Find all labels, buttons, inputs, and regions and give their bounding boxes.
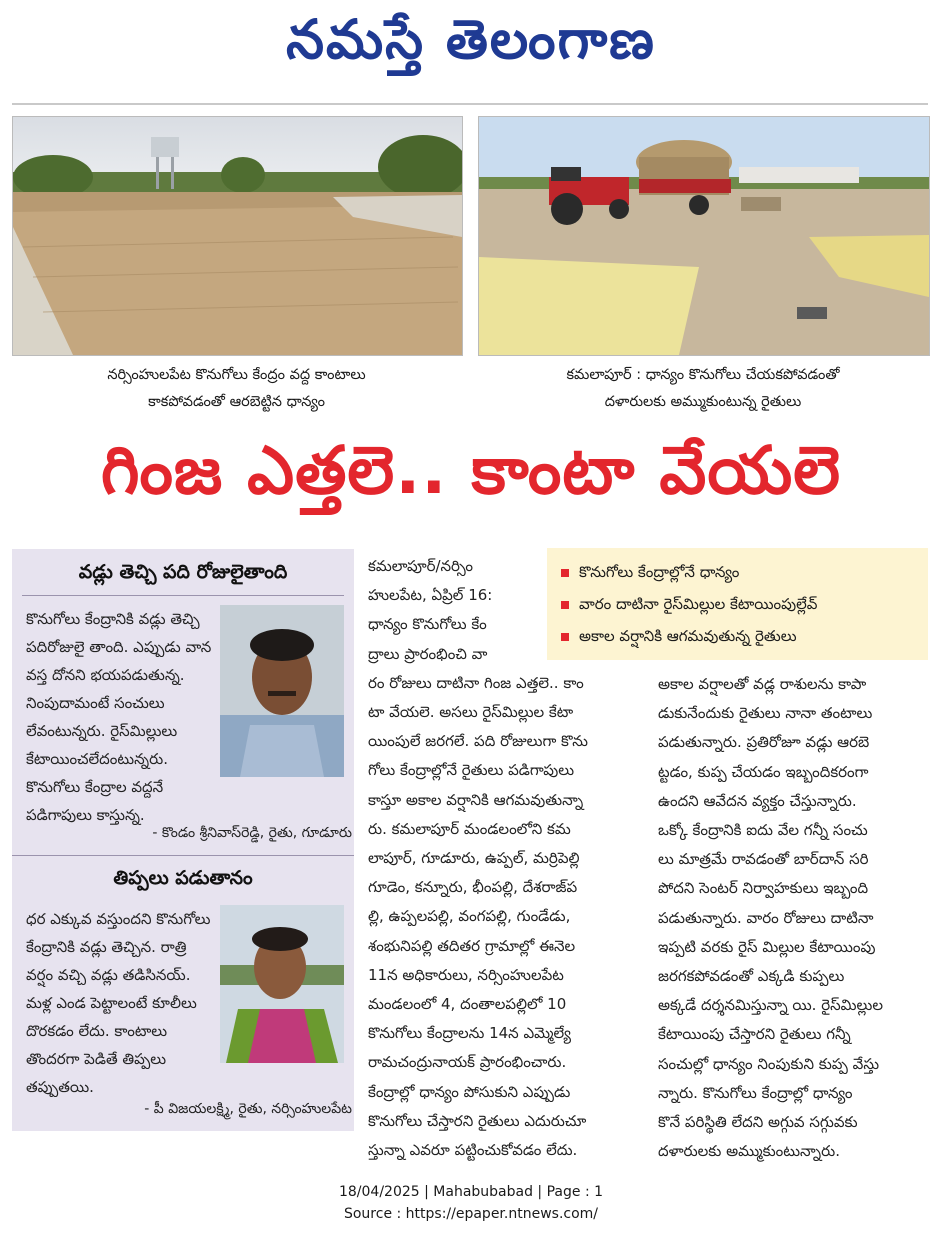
article-column-1: కమలాపూర్/నర్సిం హులపేట, ఏప్రిల్ 16: ధాన్యం కొనుగోలు కేం ద్రాలు ప్రారంభించి వా రం రోజులు దాటినా గింజ ఎత్తలె.. కాం టా వేయలె. అసలు రైస్‌మిల్లుల కేటా యింపులే జరగలే. పది రోజులుగా కొను గోలు కేంద్రాల్లోనే రైతులు పడిగాపులు కాస్తూ అకాల వర్షానికి ఆగమవుతున్నా రు. కమలాపూర్ మండలంలోని కమ లాపూర్, గూడూరు, ఉప్పల్, మర్రిపెల్లి గూడెం, కన్నూరు, భీంపల్లి, దేశరాజ్‌ప ల్లి, ఉప్పలపల్లి, వంగపల్లి, గుండేడు, శంభునిపల్లి తదితర గ్రామాల్లో ఈనెల 11న అధికారులు, నర్సింహులపేట మండలంలో 4, దంతాలపల్లిలో 10 కొనుగోలు కేంద్రాలను 14న ఎమ్మెల్యే రామచంద్రునాయక్ ప్రారంభించారు. కేంద్రాల్లో ధాన్యం పోసుకుని ఎప్పుడు కొనుగోలు చేస్తారని రైతులు ఎదురుచూ స్తున్నా ఎవరూ పట్టించుకోవడం లేదు. xyxy=(368,557,588,1160)
farmer-photo-vijayalakshmi xyxy=(220,905,344,1063)
quotes-divider xyxy=(12,855,354,856)
caption-left-line2: కాకపోవడంతో ఆరబెట్టిన ధాన్యం xyxy=(148,394,325,410)
photo-caption-right xyxy=(478,362,928,416)
quote1-attribution: - కొండం శ్రీనివాస్‌రెడ్డి, రైతు, గూడూరు xyxy=(152,825,352,841)
quote2-title: తిప్పలు పడుతానం xyxy=(113,867,253,889)
footer-dateline: 18/04/2025 | Mahabubabad | Page : 1 xyxy=(338,1184,604,1200)
key-point-text: వారం దాటినా రైస్‌మిల్లుల కేటాయింపుల్లేవ్ xyxy=(579,595,818,613)
farmer-photo-srinivas xyxy=(220,605,344,777)
key-point-text: అకాల వర్షానికి ఆగమవుతున్న రైతులు xyxy=(579,627,797,645)
newspaper-masthead: నమస్తే తెలంగాణ xyxy=(286,8,656,71)
caption-right-line2: దళారులకు అమ్ముకుంటున్న రైతులు xyxy=(604,394,802,410)
caption-left-line1: నర్సింహులపేట కొనుగోలు కేంద్రం వద్ద కాంటాలు xyxy=(107,367,366,383)
article-column-2: అకాల వర్షాలతో వడ్ల రాశులను కాపా డుకునేందుకు రైతులు నానా తంటాలు పడుతున్నారు. ప్రతిరోజూ వడ్లు ఆరబె ట్టడం, కుప్ప చేయడం ఇబ్బందికరంగా ఉందని ఆవేదన వ్యక్తం చేస్తున్నారు. ఒక్కో కేంద్రానికి ఐదు వేల గన్నీ సంచు లు మాత్రమే రావడంతో బార్‌దాన్ సరి పోదని సెంటర్ నిర్వాహకులు ఇబ్బంది పడుతున్నారు. వారం రోజులు దాటినా ఇప్పటి వరకు రైస్ మిల్లుల కేటాయింపు జరగకపోవడంతో ఎక్కడి కుప్పలు అక్కడే దర్శనమిస్తున్నా యి. రైస్‌మిల్లుల కేటాయింపు చేస్తారని రైతులు గన్నీ సంచుల్లో ధాన్యం నింపుకుని కుప్ప వేస్తు న్నారు. కొనుగోలు కేంద్రాల్లో ధాన్యం కొనే పరిస్థితి లేదని అగ్గువ సగ్గువకు దళారులకు అమ్ముకుంటున్నారు. xyxy=(658,675,883,1161)
photo-drying-paddy xyxy=(12,116,463,356)
masthead-divider xyxy=(12,103,928,105)
photo-caption-left xyxy=(12,362,461,416)
farmer-quotes-sidebar xyxy=(12,549,354,1131)
key-point-text: కొనుగోలు కేంద్రాల్లోనే ధాన్యం xyxy=(579,563,740,581)
quote2-text: ధర ఎక్కువ వస్తుందని కొనుగోలు కేంద్రానికి వడ్లు తెచ్చిన. రాత్రి వర్షం వచ్చి వడ్లు తడిసినయ్. మళ్ల ఎండ పెట్టాలంటే కూలీలు దొరకడం లేదు. కాంటాలు తొందరగా పెడితే తిప్పలు తప్పుతయి. xyxy=(26,910,211,1096)
caption-right-line1: కమలాపూర్ : ధాన్యం కొనుగోలు చేయకపోవడంతో xyxy=(566,367,840,383)
photo-tractor-with-sacks xyxy=(478,116,930,356)
footer-source: Source : https://epaper.ntnews.com/ xyxy=(343,1206,599,1222)
quote1-title: వడ్లు తెచ్చి పది రోజులైతాంది xyxy=(78,561,288,583)
quote1-text: కొనుగోలు కేంద్రానికి వడ్లు తెచ్చి పదిరోజులై తాంది. ఎప్పుడు వాన వస్త దోనని భయపడుతున్న. నింపుదామంటే సంచులు లేవంటున్నరు. రైస్‌మిల్లులు కేటాయించలేదంటున్నరు. కొనుగోలు కేంద్రాల వద్దనే పడిగాపులు కాస్తున్న. xyxy=(26,610,212,824)
quote1-title-divider xyxy=(22,595,344,596)
main-headline: గింజ ఎత్తలె.. కాంటా వేయలె xyxy=(100,432,842,509)
quote2-attribution: - పీ విజయలక్ష్మి, రైతు, నర్సింహులపేట xyxy=(144,1101,352,1117)
